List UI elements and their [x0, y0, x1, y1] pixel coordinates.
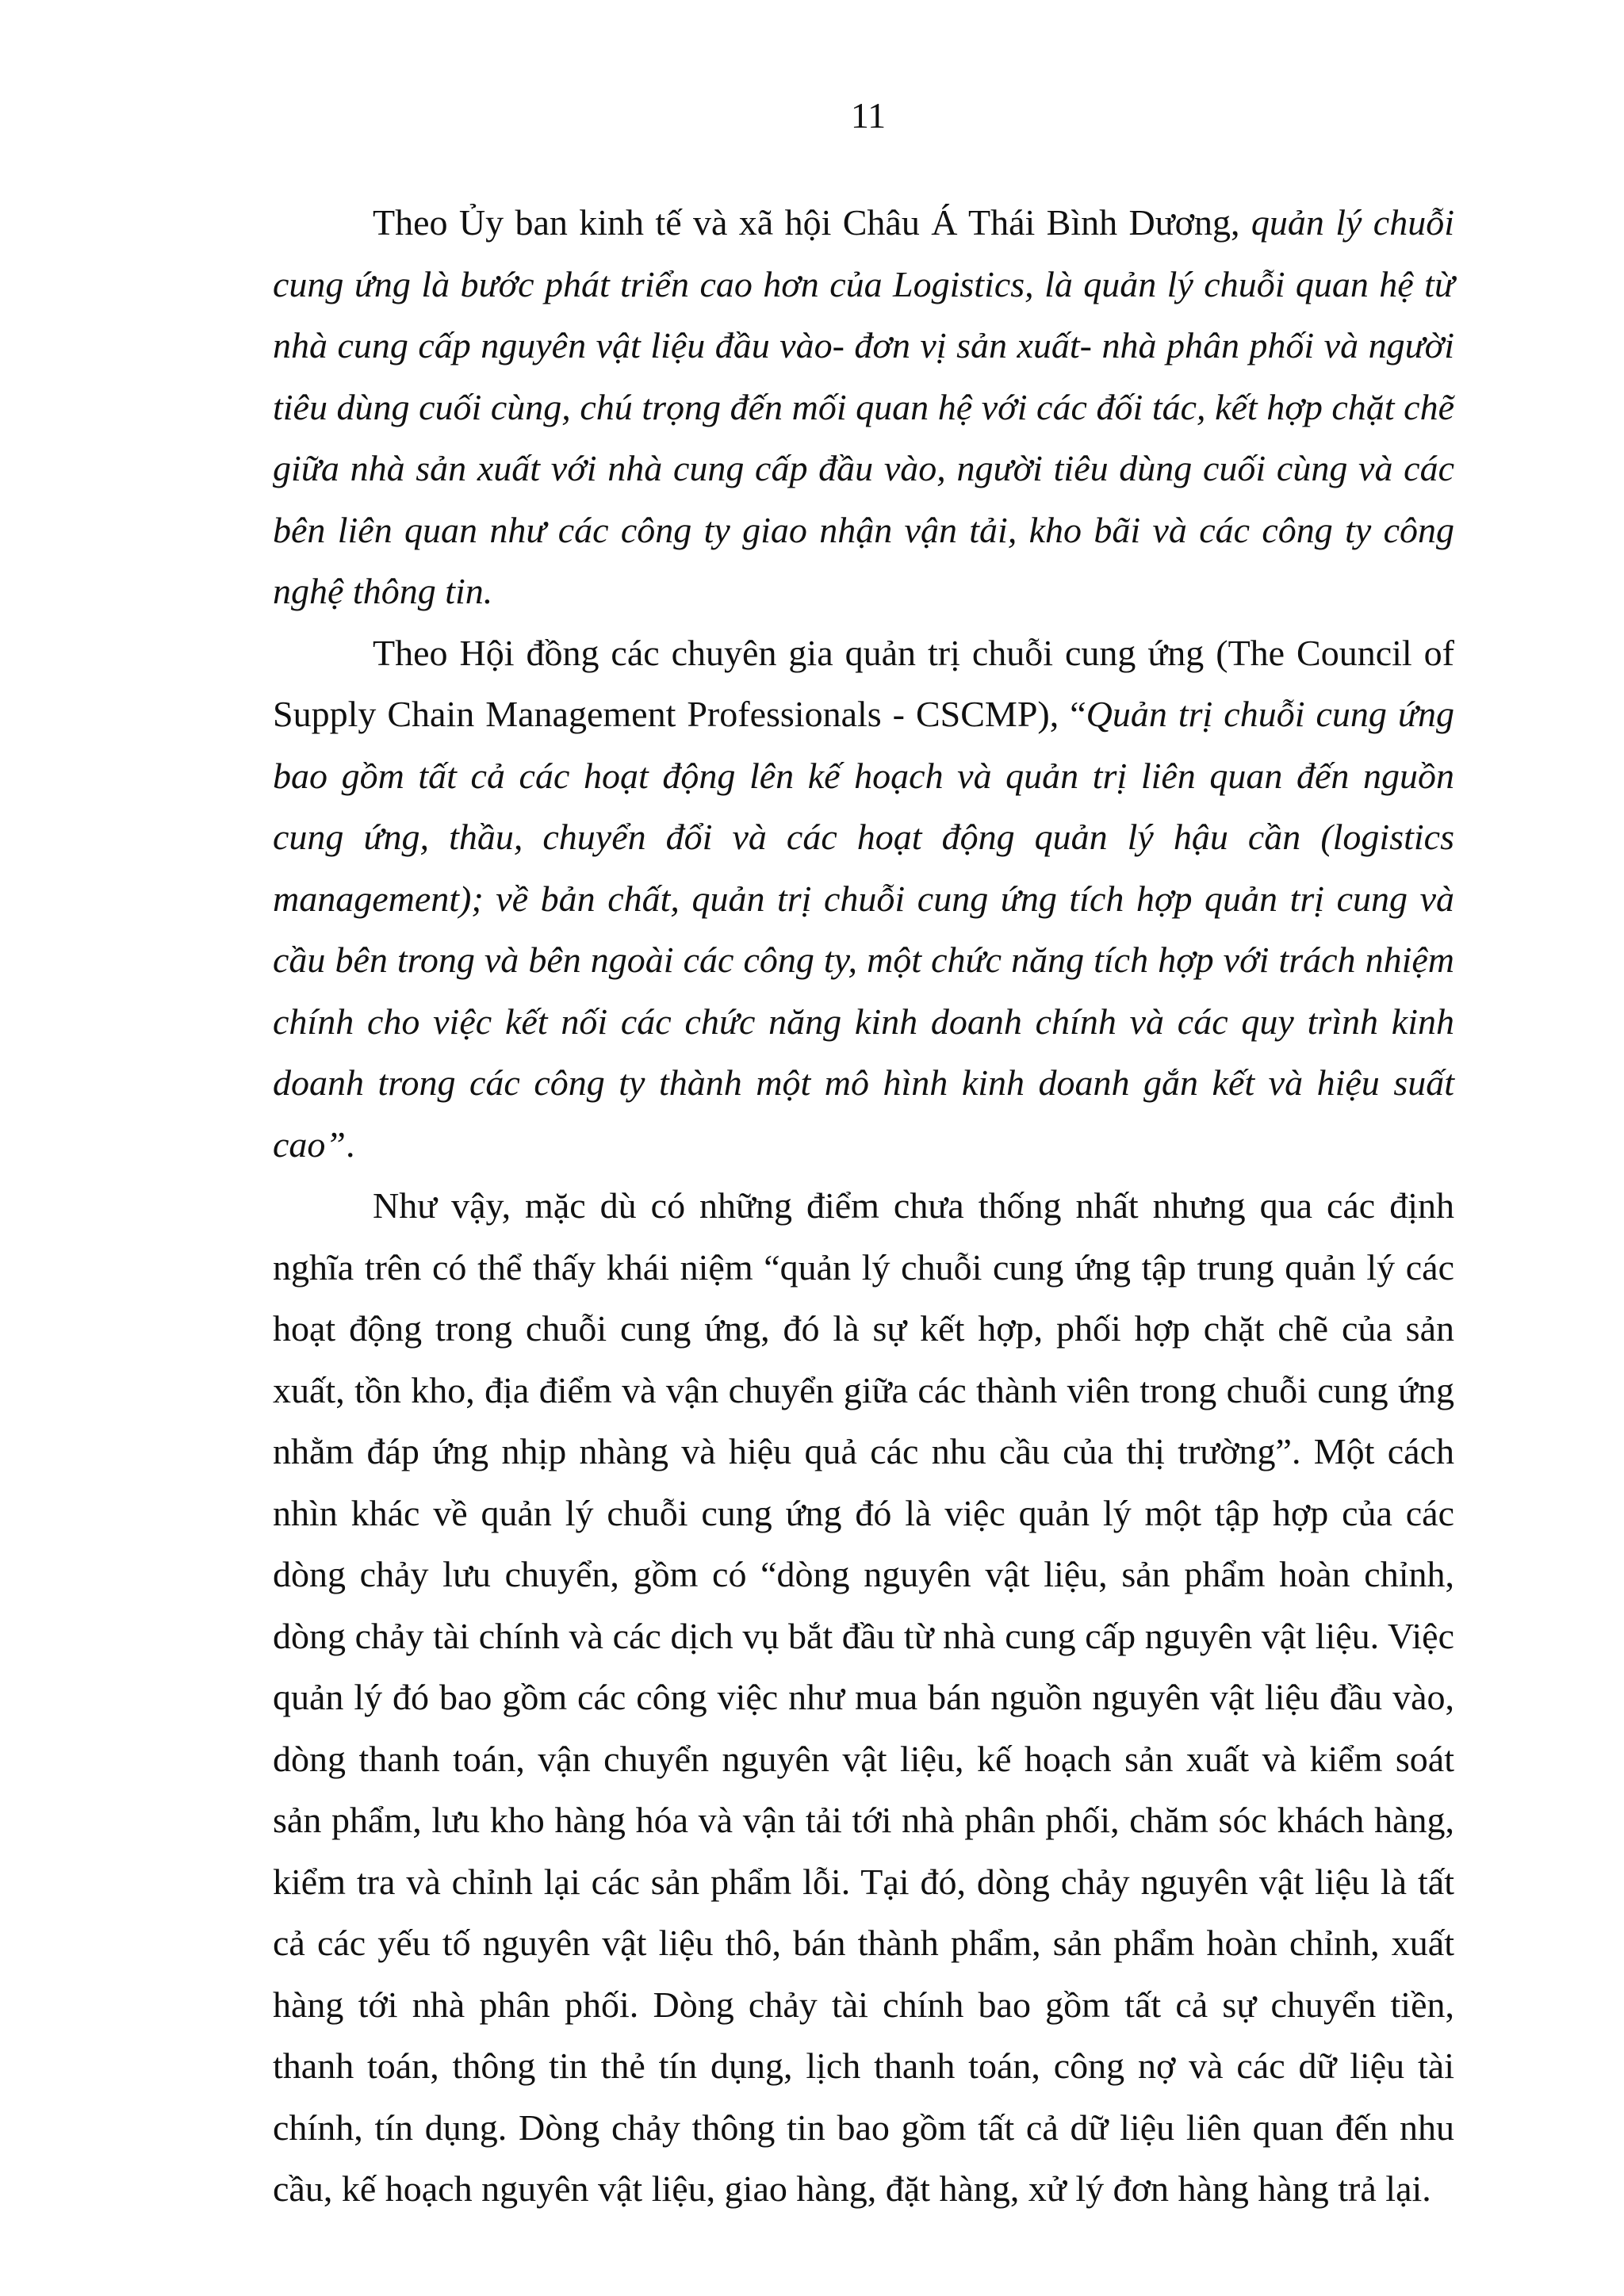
paragraph-3 — [273, 1175, 1454, 2220]
paragraph-2-italic-text: Quản trị chuỗi cung ứng bao gồm tất cả các hoạt động lên kế hoạch và quản trị liên quan đến nguồn cung ứng, thầu, chuyển đổi và các hoạt động quản lý hậu cần (logistics management); về bản chất, quản trị chuỗi cung ứng tích hợp quản trị cung và cầu bên trong và bên ngoài các công ty, một chức năng tích hợp với trách nhiệm chính cho việc kết nối các chức năng kinh doanh chính và các quy trình kinh doanh trong các công ty thành một mô hình kinh doanh gắn kết và hiệu suất cao” — [273, 694, 1454, 1165]
paragraph-1-text: Theo Ủy ban kinh tế và xã hội Châu Á Thái Bình Dương, — [373, 202, 1251, 243]
paragraph-2-end-punctuation: . — [346, 1123, 355, 1165]
paragraph-1 — [273, 192, 1454, 622]
document-body — [273, 192, 1454, 2220]
paragraph-2-text: Theo Hội đồng các chuyên gia quản trị chuỗi cung ứng (The Council of Supply Chain Management Professionals - CSCMP), “ — [273, 632, 1454, 734]
paragraph-2 — [273, 622, 1454, 1176]
paragraph-3-text: Như vậy, mặc dù có những điểm chưa thống nhất nhưng qua các định nghĩa trên có thể thấy khái niệm “quản lý chuỗi cung ứng tập trung quản lý các hoạt động trong chuỗi cung ứng, đó là sự kết hợp, phối hợp chặt chẽ của sản xuất, tồn kho, địa điểm và vận chuyển giữa các thành viên trong chuỗi cung ứng nhằm đáp ứng nhịp nhàng và hiệu quả các nhu cầu của thị trường”. Một cách nhìn khác về quản lý chuỗi cung ứng đó là việc quản lý một tập hợp của các dòng chảy lưu chuyển, gồm có “dòng nguyên vật liệu, sản phẩm hoàn chỉnh, dòng chảy tài chính và các dịch vụ bắt đầu từ nhà cung cấp nguyên vật liệu. Việc quản lý đó bao gồm các công việc như mua bán nguồn nguyên vật liệu đầu vào, dòng thanh toán, vận chuyển nguyên vật liệu, kế hoạch sản xuất và kiểm soát sản phẩm, lưu kho hàng hóa và vận tải tới nhà phân phối, chăm sóc khách hàng, kiểm tra và chỉnh lại các sản phẩm lỗi. Tại đó, dòng chảy nguyên vật liệu là tất cả các yếu tố nguyên vật liệu thô, bán thành phẩm, sản phẩm hoàn chỉnh, xuất hàng tới nhà phân phối. Dòng chảy tài chính bao gồm tất cả sự chuyển tiền, thanh toán, thông tin thẻ tín dụng, lịch thanh toán, công nợ và các dữ liệu tài chính, tín dụng. Dòng chảy thông tin bao gồm tất cả dữ liệu liên quan đến nhu cầu, kế hoạch nguyên vật liệu, giao hàng, đặt hàng, xử lý đơn hàng hàng trả lại. — [273, 1185, 1454, 2209]
paragraph-1-italic-text: quản lý chuỗi cung ứng là bước phát triển cao hơn của Logistics, là quản lý chuỗi quan hệ từ nhà cung cấp nguyên vật liệu đầu vào- đơn vị sản xuất- nhà phân phối và người tiêu dùng cuối cùng, chú trọng đến mối quan hệ với các đối tác, kết hợp chặt chẽ giữa nhà sản xuất với nhà cung cấp đầu vào, người tiêu dùng cuối cùng và các bên liên quan như các công ty giao nhận vận tải, kho bãi và các công ty công nghệ thông tin. — [273, 202, 1454, 611]
page-number: 11 — [850, 95, 887, 136]
